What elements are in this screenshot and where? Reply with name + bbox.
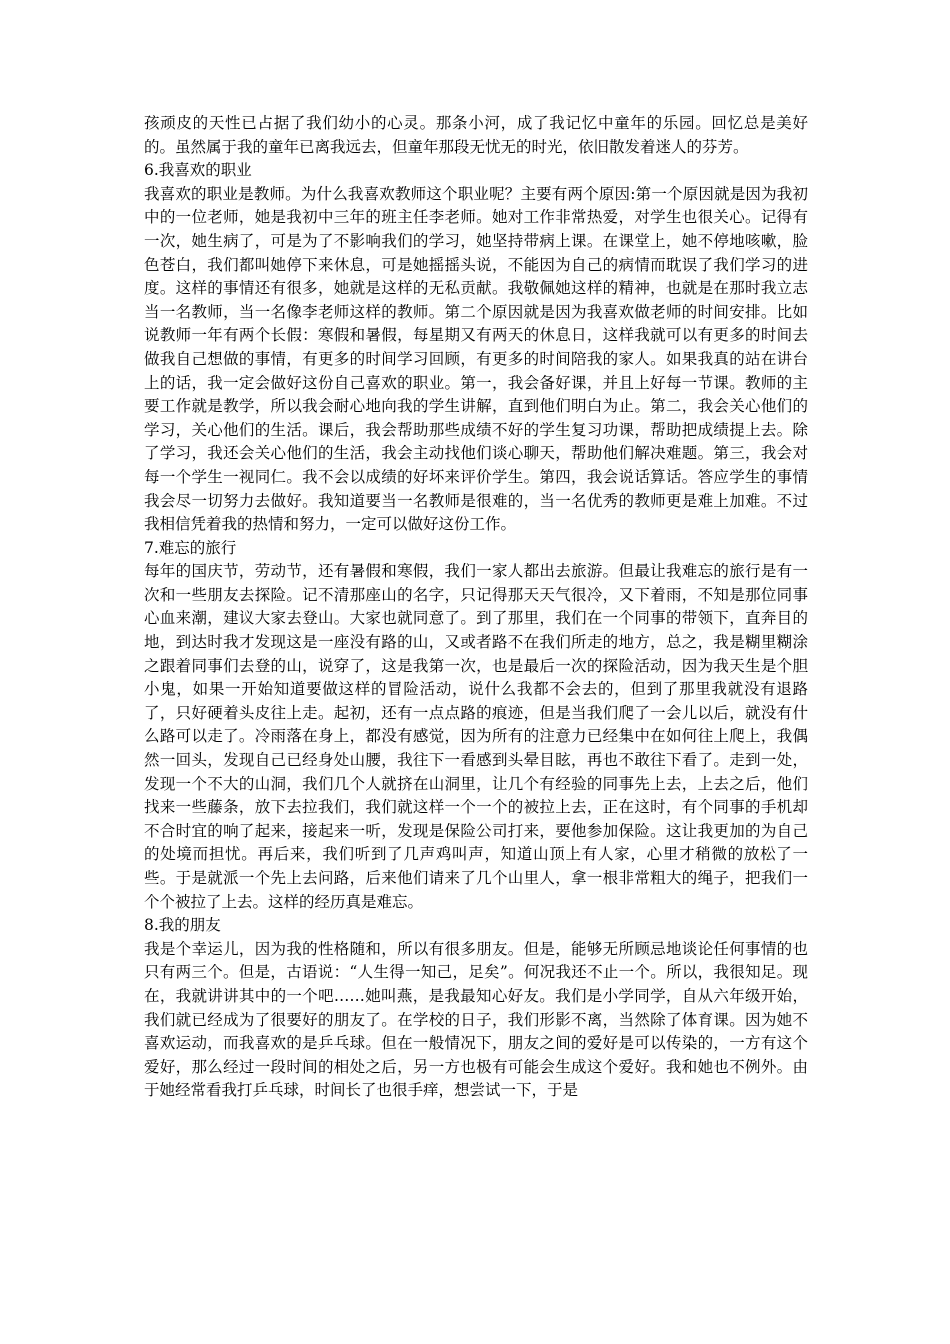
section-heading-career: 6.我喜欢的职业: [144, 161, 252, 180]
section-heading-friend: 8.我的朋友: [144, 916, 221, 935]
intro-paragraph: 孩顽皮的天性已占据了我们幼小的心灵。那条小河，成了我记忆中童年的乐园。回忆总是美好的。虽然属于我的童年已离我远去，但童年那段无忧无的时光，依旧散发着迷人的芬芳。: [144, 114, 808, 156]
section-heading-trip: 7.难忘的旅行: [144, 538, 237, 557]
section-body-friend: 我是个幸运儿，因为我的性格随和，所以有很多朋友。但是，能够无所顾忌地谈论任何事情的也只有两三个。但是，古语说：“人生得一知己，足矣”。何况我还不止一个。所以，我很知足。现在，我就讲讲其中的一个吧……她叫燕，是我最知心好友。我们是小学同学，自从六年级开始，我们就已经成为了很要好的朋友了。在学校的日子，我们形影不离，当然除了体育课。因为她不喜欢运动，而我喜欢的是乒乓球。但在一般情况下，朋友之间的爱好是可以传染的，一方有这个爱好，那么经过一段时间的相处之后，另一方也极有可能会生成这个爱好。我和她也不例外。由于她经常看我打乒乓球，时间长了也很手痒，想尝试一下，于是: [144, 939, 808, 1100]
section-body-trip: 每年的国庆节，劳动节，还有暑假和寒假，我们一家人都出去旅游。但最让我难忘的旅行是有一次和一些朋友去探险。记不清那座山的名字，只记得那天天气很冷，又下着雨，不知是那位同事心血来潮，建议大家去登山。大家也就同意了。到了那里，我们在一个同事的带领下，直奔目的地，到达时我才发现这是一座没有路的山，又或者路不在我们所走的地方，总之，我是糊里糊涂之跟着同事们去登的山，说穿了，这是我第一次，也是最后一次的探险活动，因为我天生是个胆小鬼，如果一开始知道要做这样的冒险活动，说什么我都不会去的，但到了那里我就没有退路了，只好硬着头皮往上走。起初，还有一点点路的痕迹，但是当我们爬了一会儿以后，就没有什么路可以走了。冷雨落在身上，都没有感觉，因为所有的注意力已经集中在如何往上爬上，我偶然一回头，发现自己已经身处山腰，我往下一看感到头晕目眩，再也不敢往下看了。走到一处，发现一个不大的山洞，我们几个人就挤在山洞里，让几个有经验的同事先上去，上去之后，他们找来一些藤条，放下去拉我们，我们就这样一个一个的被拉上去，正在这时，有个同事的手机却不合时宜的响了起来，接起来一听，发现是保险公司打来，要他参加保险。这让我更加的为自己的处境而担忧。再后来，我们听到了几声鸡叫声，知道山顶上有人家，心里才稍微的放松了一些。于是就派一个先上去问路，后来他们请来了几个山里人，拿一根非常粗大的绳子，把我们一个个被拉了上去。这样的经历真是难忘。: [144, 562, 808, 911]
section-body-career: 我喜欢的职业是教师。为什么我喜欢教师这个职业呢？主要有两个原因:第一个原因就是因为我初中的一位老师，她是我初中三年的班主任李老师。她对工作非常热爱，对学生也很关心。记得有一次，她生病了，可是为了不影响我们的学习，她坚持带病上课。在课堂上，她不停地咳嗽，脸色苍白，我们都叫她停下来休息，可是她摇摇头说，不能因为自己的病情而耽误了我们学习的进度。这样的事情还有很多，她就是这样的无私贡献。我敬佩她这样的精神，也就是在那时我立志当一名教师，当一名像李老师这样的教师。第二个原因就是因为我喜欢做老师的时间安排。比如说教师一年有两个长假：寒假和暑假，每星期又有两天的休息日，这样我就可以有更多的时间去做我自己想做的事情，有更多的时间学习回顾，有更多的时间陪我的家人。如果我真的站在讲台上的话，我一定会做好这份自己喜欢的职业。第一，我会备好课，并且上好每一节课。教师的主要工作就是教学，所以我会耐心地向我的学生讲解，直到他们明白为止。第二，我会关心他们的学习，关心他们的生活。课后，我会帮助那些成绩不好的学生复习功课，帮助把成绩提上去。除了学习，我还会关心他们的生活，我会主动找他们谈心聊天，帮助他们解决难题。第三，我会对每一个学生一视同仁。我不会以成绩的好坏来评价学生。第四，我会说话算话。答应学生的事情我会尽一切努力去做好。我知道要当一名教师是很难的，当一名优秀的教师更是难上加难。不过我相信凭着我的热情和努力，一定可以做好这份工作。: [144, 184, 808, 534]
document-page: [144, 112, 808, 1103]
